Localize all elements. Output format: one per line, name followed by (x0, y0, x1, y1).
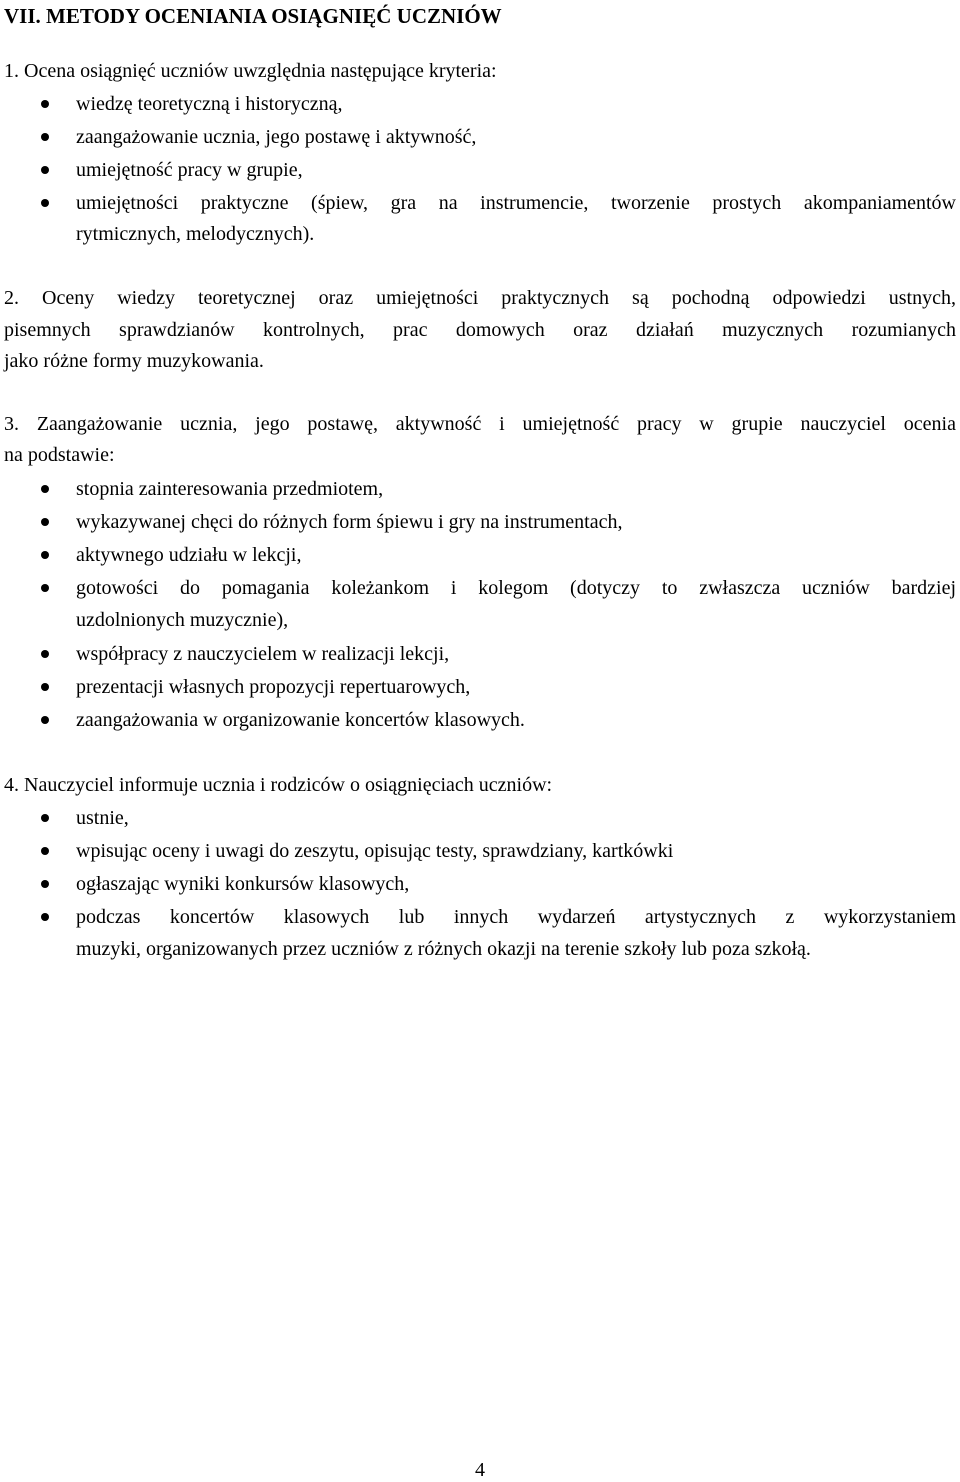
bullet-icon (41, 100, 49, 108)
section3-item: zaangażowania w organizowanie koncertów klasowych. (76, 709, 525, 731)
bullet-icon (41, 166, 49, 174)
bullet-icon (41, 913, 49, 921)
section1-item: wiedzę teoretyczną i historyczną, (76, 93, 343, 115)
section2-line: jako różne formy muzykowania. (4, 350, 264, 372)
bullet-icon (41, 551, 49, 559)
bullet-icon (41, 584, 49, 592)
section4-item: ustnie, (76, 807, 129, 829)
section4-intro: 4. Nauczyciel informuje ucznia i rodziców o osiągnięciach uczniów: (4, 774, 553, 796)
bullet-icon (41, 133, 49, 141)
section3-item-continuation: uzdolnionych muzycznie), (76, 609, 289, 631)
bullet-icon (41, 650, 49, 658)
section1-item-continuation: rytmicznych, melodycznych). (76, 223, 315, 245)
section3-item: wykazywanej chęci do różnych form śpiewu i gry na instrumentach, (76, 511, 623, 533)
bullet-icon (41, 880, 49, 888)
section4-item: podczas koncertów klasowych lub innych wydarzeń artystycznych z wykorzystaniem (76, 906, 956, 928)
section4-item: ogłaszając wyniki konkursów klasowych, (76, 873, 410, 895)
section3-line: na podstawie: (4, 444, 115, 466)
bullet-icon (41, 683, 49, 691)
section4-item: wpisując oceny i uwagi do zeszytu, opisując testy, sprawdziany, kartkówki (76, 840, 674, 862)
section3-item: gotowości do pomagania koleżankom i kolegom (dotyczy to zwłaszcza uczniów bardziej (76, 577, 956, 599)
section3-item: stopnia zainteresowania przedmiotem, (76, 478, 384, 500)
section1-item: zaangażowanie ucznia, jego postawę i aktywność, (76, 126, 477, 148)
section4-item-continuation: muzyki, organizowanych przez uczniów z różnych okazji na terenie szkoły lub poza szkołą. (76, 938, 811, 960)
section3-item: prezentacji własnych propozycji repertuarowych, (76, 676, 471, 698)
bullet-icon (41, 716, 49, 724)
bullet-icon (41, 814, 49, 822)
bullet-icon (41, 518, 49, 526)
section3-item: współpracy z nauczycielem w realizacji lekcji, (76, 643, 450, 665)
section2-line: 2. Oceny wiedzy teoretycznej oraz umiejętności praktycznych są pochodną odpowiedzi ustnych, (4, 287, 956, 309)
page-number: 4 (475, 1459, 485, 1481)
bullet-icon (41, 847, 49, 855)
bullet-icon (41, 485, 49, 493)
bullet-icon (41, 199, 49, 207)
section3-item: aktywnego udziału w lekcji, (76, 544, 302, 566)
section2-line: pisemnych sprawdzianów kontrolnych, prac domowych oraz działań muzycznych rozumianych (4, 319, 956, 341)
section-heading: VII. METODY OCENIANIA OSIĄGNIĘĆ UCZNIÓW (4, 4, 502, 28)
section1-item: umiejętność pracy w grupie, (76, 159, 303, 181)
section1-item: umiejętności praktyczne (śpiew, gra na instrumencie, tworzenie prostych akompaniamentów (76, 192, 956, 214)
section1-intro: 1. Ocena osiągnięć uczniów uwzględnia następujące kryteria: (4, 60, 497, 82)
section3-line: 3. Zaangażowanie ucznia, jego postawę, aktywność i umiejętność pracy w grupie nauczyciel ocenia (4, 413, 956, 435)
